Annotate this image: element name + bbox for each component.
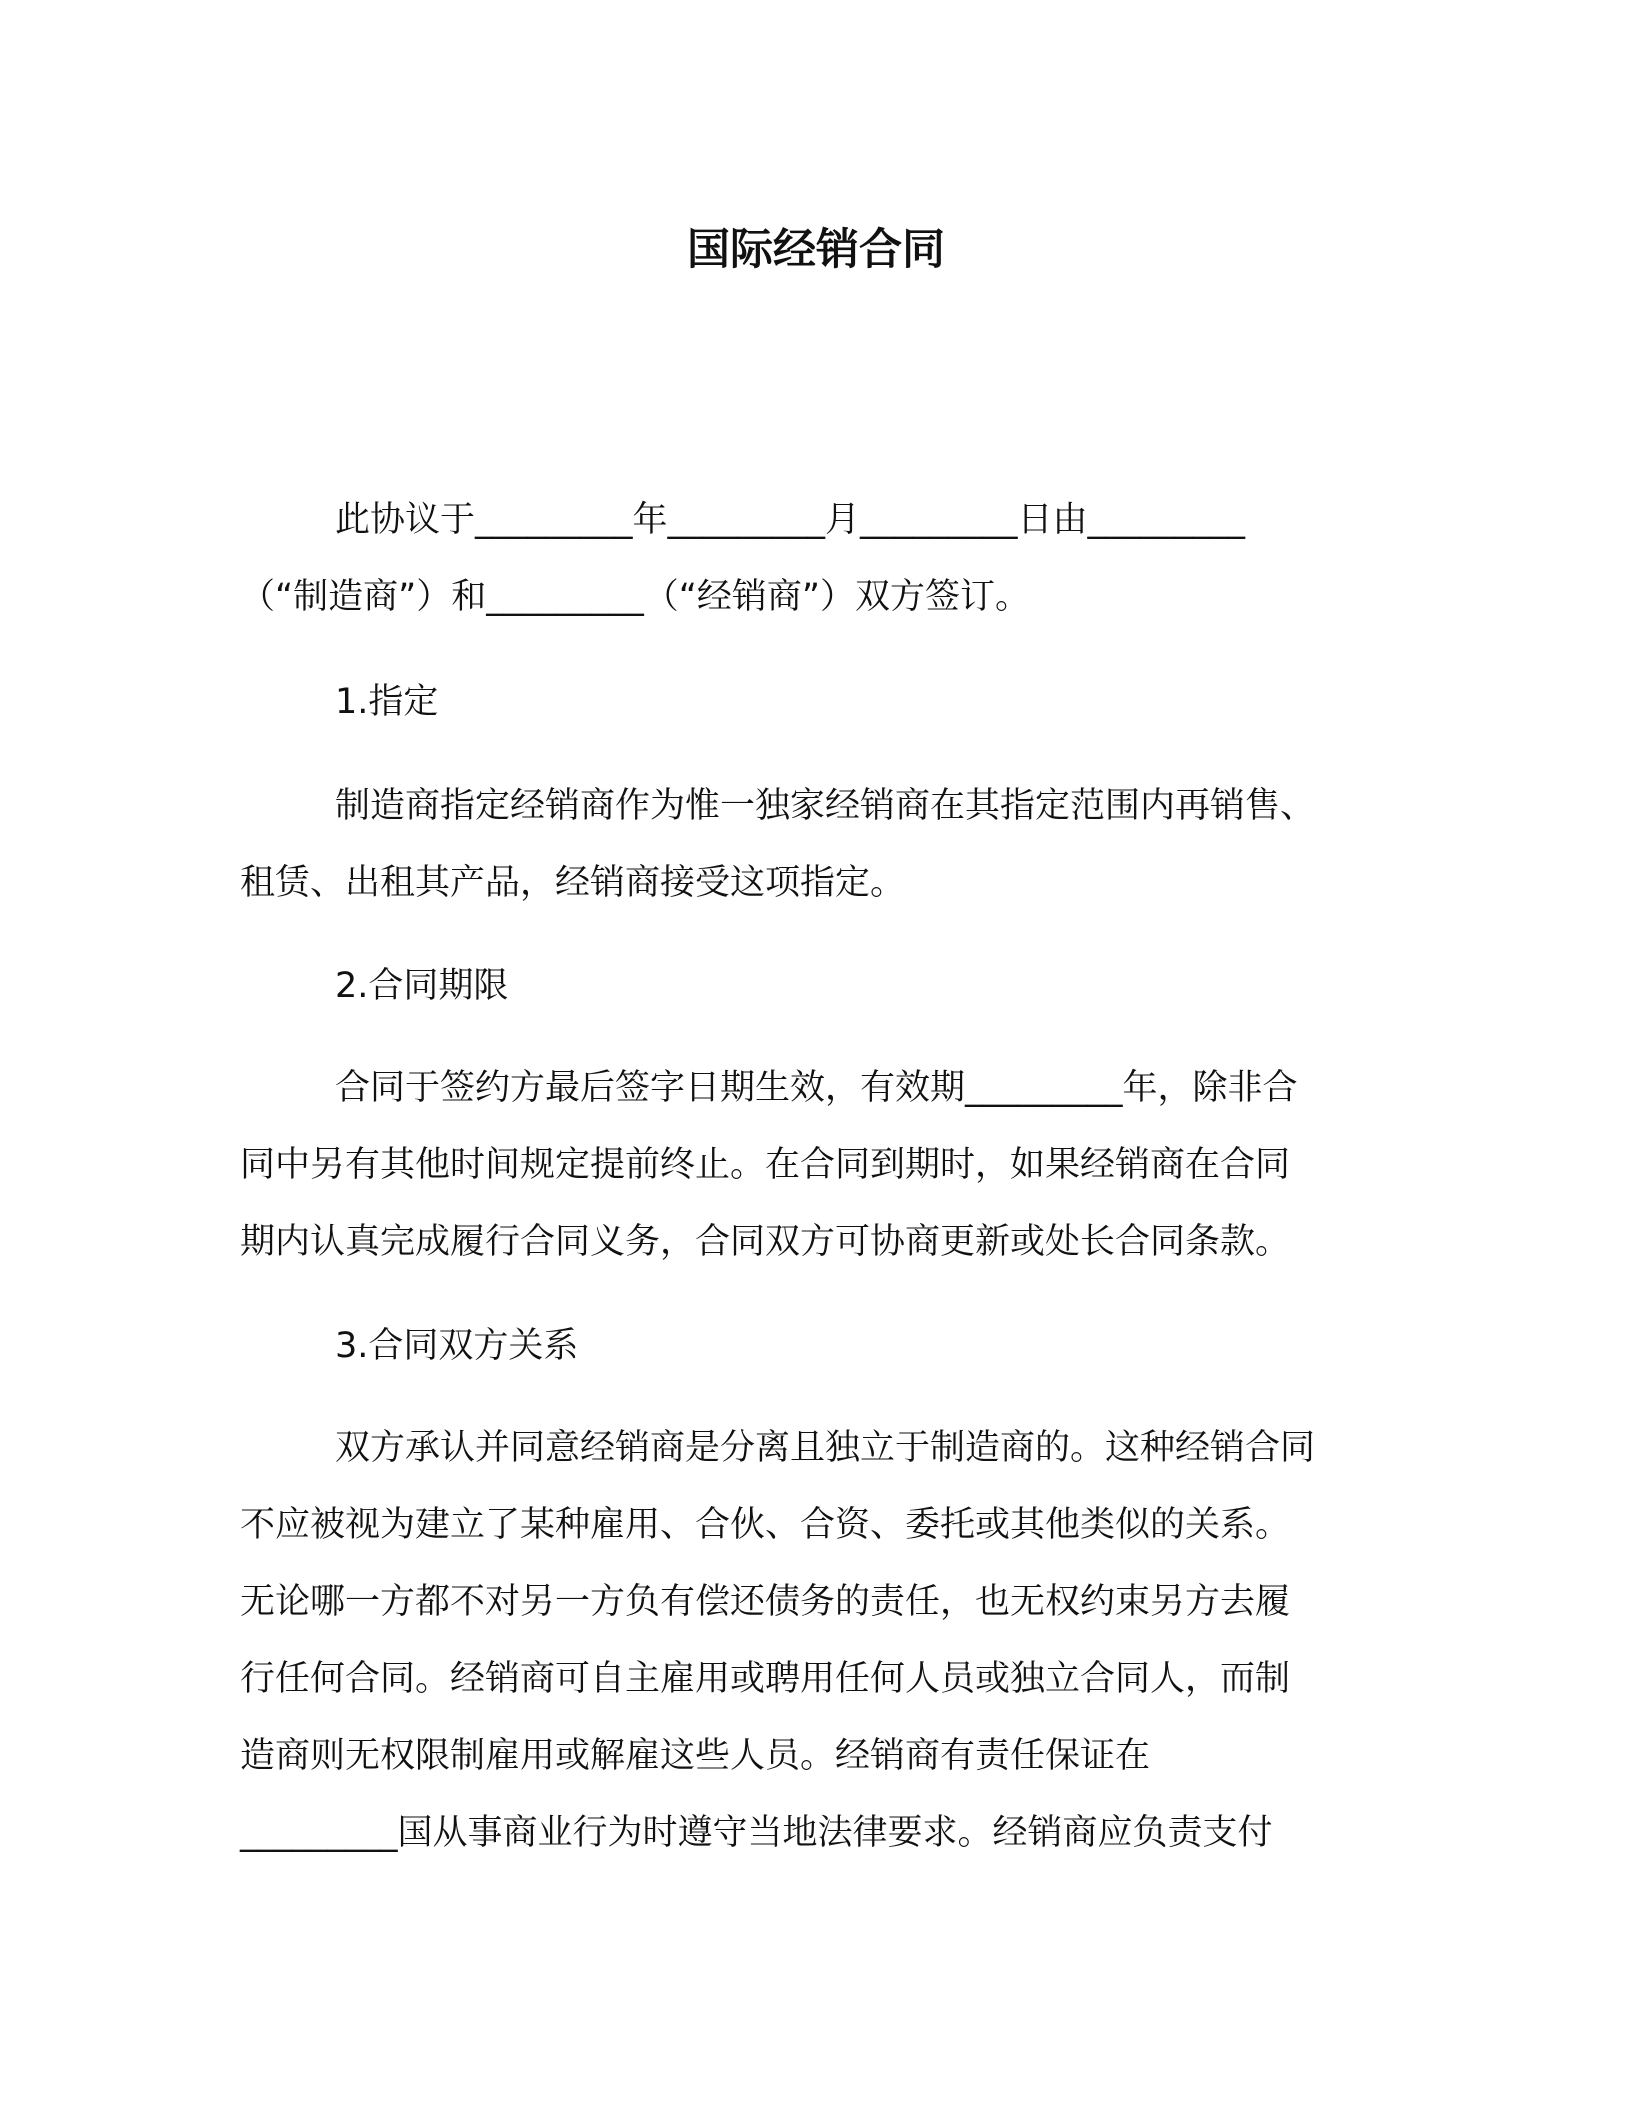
section-2 [240, 948, 1390, 1025]
section-1-body [240, 768, 1390, 922]
paragraph-line: 行任何合同。经销商可自主雇用或聘用任何人员或独立合同人，而制 [240, 1659, 1291, 1699]
paragraph-line: 租赁、出租其产品，经销商接受这项指定。 [240, 863, 906, 903]
paragraph-line: 制造商指定经销商作为惟一独家经销商在其指定范围内再销售、 [335, 786, 1316, 826]
paragraph-line: 双方承认并同意经销商是分离且独立于制造商的。这种经销合同 [335, 1428, 1316, 1468]
preamble [240, 482, 1390, 636]
paragraph-line: 同中另有其他时间规定提前终止。在合同到期时，如果经销商在合同 [240, 1145, 1291, 1185]
section-1-heading: 1.指定 [335, 682, 439, 722]
paragraph-line: 不应被视为建立了某种雇用、合伙、合资、委托或其他类似的关系。 [240, 1505, 1291, 1545]
paragraph-line: 合同于签约方最后签字日期生效，有效期_________年，除非合 [335, 1068, 1298, 1108]
preamble-line-1: 此协议于_________年_________月_________日由_________ [335, 500, 1246, 540]
section-2-heading: 2.合同期限 [335, 966, 509, 1006]
paragraph-line: 无论哪一方都不对另一方负有偿还债务的责任，也无权约束另方去履 [240, 1582, 1291, 1622]
section-1 [240, 664, 1390, 741]
section-3 [240, 1308, 1390, 1385]
preamble-line-2: （“制造商”）和_________（“经销商”）双方签订。 [240, 577, 1031, 617]
section-3-body [240, 1410, 1390, 1872]
document-title: 国际经销合同 [687, 225, 945, 275]
paragraph-line: _________国从事商业行为时遵守当地法律要求。经销商应负责支付 [240, 1813, 1273, 1853]
paragraph-line: 造商则无权限制雇用或解雇这些人员。经销商有责任保证在 [240, 1736, 1151, 1776]
section-3-heading: 3.合同双方关系 [335, 1326, 579, 1366]
paragraph-line: 期内认真完成履行合同义务，合同双方可协商更新或处长合同条款。 [240, 1222, 1291, 1262]
section-2-body [240, 1050, 1390, 1281]
